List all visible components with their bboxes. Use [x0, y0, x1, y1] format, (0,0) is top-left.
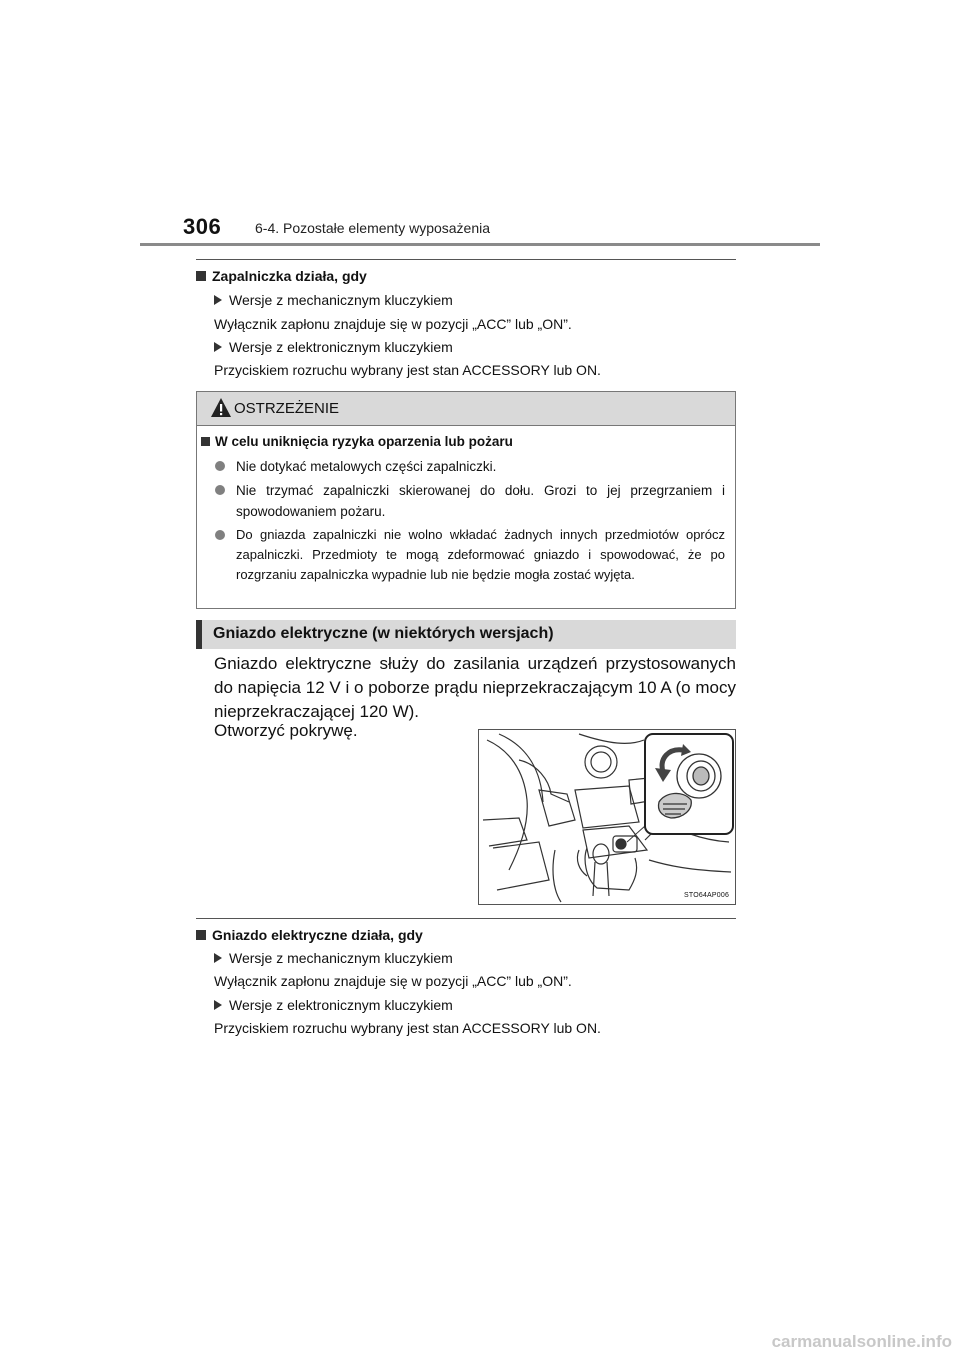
variant-label: Wersje z elektronicznym kluczykiem	[229, 339, 453, 355]
variant-mechanical	[214, 292, 453, 308]
dashboard-drawing	[479, 730, 735, 904]
instruction-text: Otworzyć pokrywę.	[214, 721, 358, 740]
round-bullet-icon	[215, 485, 225, 495]
variant-text: Wyłącznik zapłonu znajduje się w pozycji „ACC” lub „ON”.	[214, 973, 572, 989]
header-rule	[140, 243, 820, 246]
outlet-heading	[196, 927, 423, 943]
section-title: 6-4. Pozostałe elementy wyposażenia	[255, 220, 491, 236]
warning-title: OSTRZEŻENIE	[234, 400, 340, 417]
triangle-bullet-icon	[214, 295, 222, 305]
warning-bullet-text: Nie trzymać zapalniczki skierowanej do dołu. Grozi to jej przegrzaniem i spowodowaniem pożaru.	[236, 483, 725, 519]
section-bar-accent	[196, 620, 202, 649]
variant-electronic	[214, 339, 453, 355]
warning-subheading	[201, 434, 513, 449]
variant-mechanical	[214, 950, 453, 966]
variant-label: Wersje z mechanicznym kluczykiem	[229, 292, 453, 308]
warning-subheading-text: W celu uniknięcia ryzyka oparzenia lub pożaru	[215, 434, 513, 449]
triangle-bullet-icon	[214, 1000, 222, 1010]
warning-bullet-text: Do gniazda zapalniczki nie wolno wkładać żadnych innych przedmiotów oprócz zapalniczki. Przedmioty te mogą zdeformować gniazdo i spowodować, że po rozgrzaniu zapalniczka wypadnie lub nie będzie mogła zostać wyjęta.	[236, 527, 725, 582]
section-heading-bar	[196, 620, 736, 649]
square-bullet-icon	[201, 437, 210, 446]
warning-triangle-icon	[210, 397, 232, 419]
warning-box	[196, 391, 736, 609]
variant-label: Wersje z mechanicznym kluczykiem	[229, 950, 453, 966]
warning-header	[197, 392, 735, 426]
section-heading-text: Gniazdo elektryczne (w niektórych wersjach)	[213, 625, 554, 642]
warning-bullet	[215, 480, 725, 522]
figure-code: STO64AP006	[684, 892, 730, 899]
round-bullet-icon	[215, 530, 225, 540]
variant-electronic	[214, 997, 453, 1013]
watermark: carmanualsonline.info	[771, 1332, 952, 1351]
triangle-bullet-icon	[214, 342, 222, 352]
square-bullet-icon	[196, 271, 206, 281]
warning-bullet	[215, 525, 725, 585]
outlet-heading-text: Gniazdo elektryczne działa, gdy	[212, 927, 423, 943]
lighter-heading	[196, 268, 367, 284]
divider	[196, 918, 736, 919]
divider	[196, 259, 736, 260]
round-bullet-icon	[215, 461, 225, 471]
outlet-illustration	[478, 729, 736, 905]
variant-text: Wyłącznik zapłonu znajduje się w pozycji „ACC” lub „ON”.	[214, 316, 572, 332]
warning-bullet	[215, 456, 725, 477]
warning-bullet-text: Nie dotykać metalowych części zapalniczki.	[236, 459, 497, 474]
variant-text: Przyciskiem rozruchu wybrany jest stan ACCESSORY lub ON.	[214, 1020, 601, 1036]
variant-text: Przyciskiem rozruchu wybrany jest stan ACCESSORY lub ON.	[214, 362, 601, 378]
page-number: 306	[183, 214, 222, 239]
outlet-description: Gniazdo elektryczne służy do zasilania urządzeń przystosowanych do napięcia 12 V i o poborze prądu nieprzekraczającym 10 A (o mocy nieprzekraczającej 120 W).	[214, 654, 736, 721]
square-bullet-icon	[196, 930, 206, 940]
lighter-heading-text: Zapalniczka działa, gdy	[212, 268, 367, 284]
triangle-bullet-icon	[214, 953, 222, 963]
variant-label: Wersje z elektronicznym kluczykiem	[229, 997, 453, 1013]
